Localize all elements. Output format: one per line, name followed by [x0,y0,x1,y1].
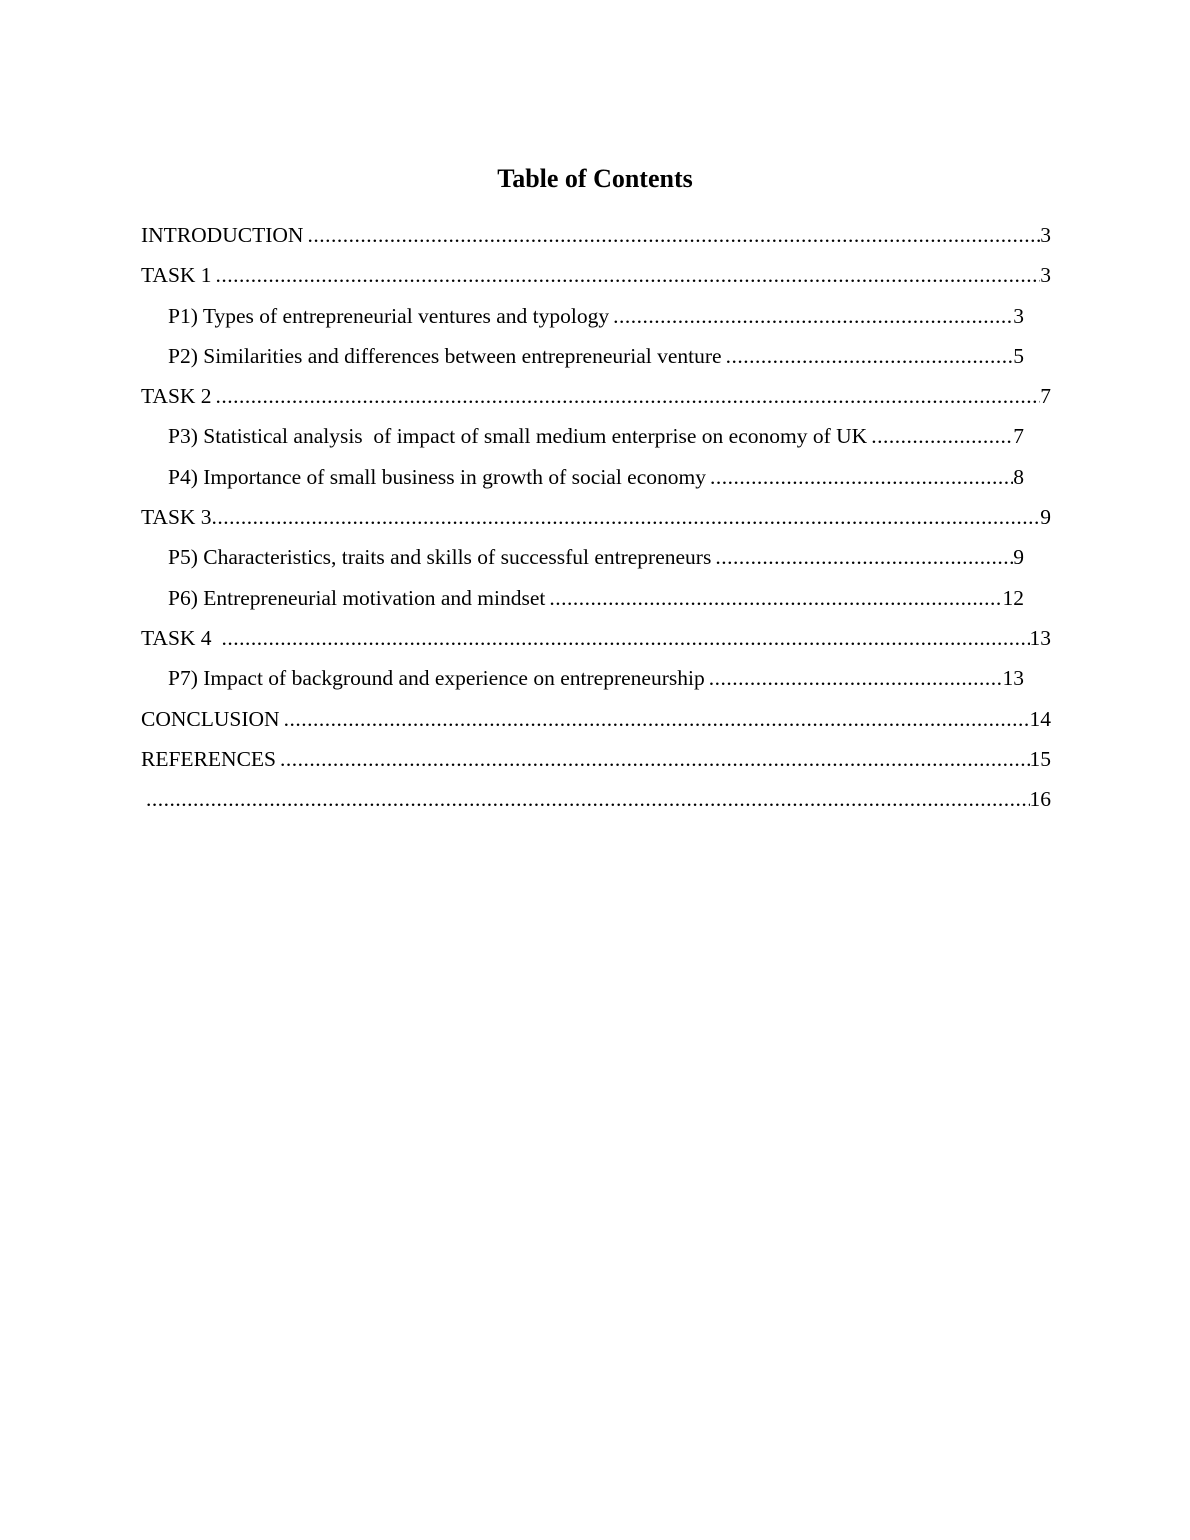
toc-entry-label: P5) Characteristics, traits and skills of successful entrepreneurs [168,545,712,570]
toc-entry-page: 15 [1029,746,1051,771]
toc-entry-label: P7) Impact of background and experience on entrepreneurship [168,666,705,691]
toc-leader-dots [709,663,1003,693]
toc-entry-page: 7 [1013,424,1024,449]
toc-leader-dots [284,704,1030,734]
toc-entry-unlabeled[interactable] [146,784,1051,824]
page-title: Table of Contents [497,164,693,193]
toc-entry-page: 16 [1029,787,1051,812]
toc-entry-label: TASK 4 [141,625,212,650]
toc-entry-task-1[interactable] [141,260,1051,300]
toc-entry-task-4[interactable] [141,623,1051,663]
toc-entry-page: 13 [1002,666,1024,691]
toc-entry-page: 8 [1013,464,1024,489]
toc-entry-p6[interactable] [168,583,1024,623]
toc-entry-label: INTRODUCTION [141,223,304,247]
toc-leader-dots [715,542,1013,572]
toc-leader-dots [216,381,1041,411]
toc-entry-p5[interactable] [168,542,1024,582]
toc-entry-page: 13 [1029,625,1051,650]
toc-entry-label: P1) Types of entrepreneurial ventures and typology [168,303,610,328]
toc-leader-dots [710,462,1013,492]
toc-entry-introduction[interactable] [141,220,1051,260]
toc-leader-dots [146,784,1030,814]
toc-entry-page: 9 [1040,505,1051,530]
toc-entry-references[interactable] [141,744,1051,784]
toc-entry-label: TASK 2 [141,384,212,409]
toc-entry-label: REFERENCES [141,746,276,771]
toc-leader-dots [212,502,1041,532]
toc-entry-page: 9 [1013,545,1024,570]
toc-entry-label: P6) Entrepreneurial motivation and mindset [168,585,546,610]
toc-leader-dots [549,583,1002,613]
toc-leader-dots [307,220,1040,250]
toc-entry-label: P4) Importance of small business in growth of social economy [168,464,706,489]
toc-entry-label: CONCLUSION [141,706,280,731]
toc-entry-p4[interactable] [168,462,1024,502]
toc-entry-label: P3) Statistical analysis of impact of small medium enterprise on economy of UK [168,424,868,449]
toc-entry-conclusion[interactable] [141,704,1051,744]
toc-entry-label: TASK 1 [141,263,212,288]
toc-entry-p3[interactable] [168,421,1024,461]
toc-leader-dots [871,421,1013,451]
toc-leader-dots [613,301,1013,331]
toc-entry-p1[interactable] [168,301,1024,341]
toc-entry-task-3[interactable] [141,502,1051,542]
toc-entry-label: TASK 3 [141,505,212,530]
toc-entry-page: 3 [1013,303,1024,328]
toc-entry-page: 3 [1040,263,1051,288]
toc-leader-dots [222,623,1030,653]
toc-entry-page: 12 [1002,585,1024,610]
toc-entry-page: 7 [1040,384,1051,409]
toc-list [0,220,1190,824]
toc-entry-label: P2) Similarities and differences between entrepreneurial venture [168,343,722,368]
toc-leader-dots [280,744,1030,774]
toc-entry-page: 14 [1029,706,1051,731]
toc-entry-task-2[interactable] [141,381,1051,421]
toc-leader-dots [216,260,1041,290]
toc-entry-p2[interactable] [168,341,1024,381]
toc-entry-page: 5 [1013,343,1024,368]
toc-leader-dots [726,341,1014,371]
toc-entry-page: 3 [1040,223,1051,247]
toc-entry-p7[interactable] [168,663,1024,703]
